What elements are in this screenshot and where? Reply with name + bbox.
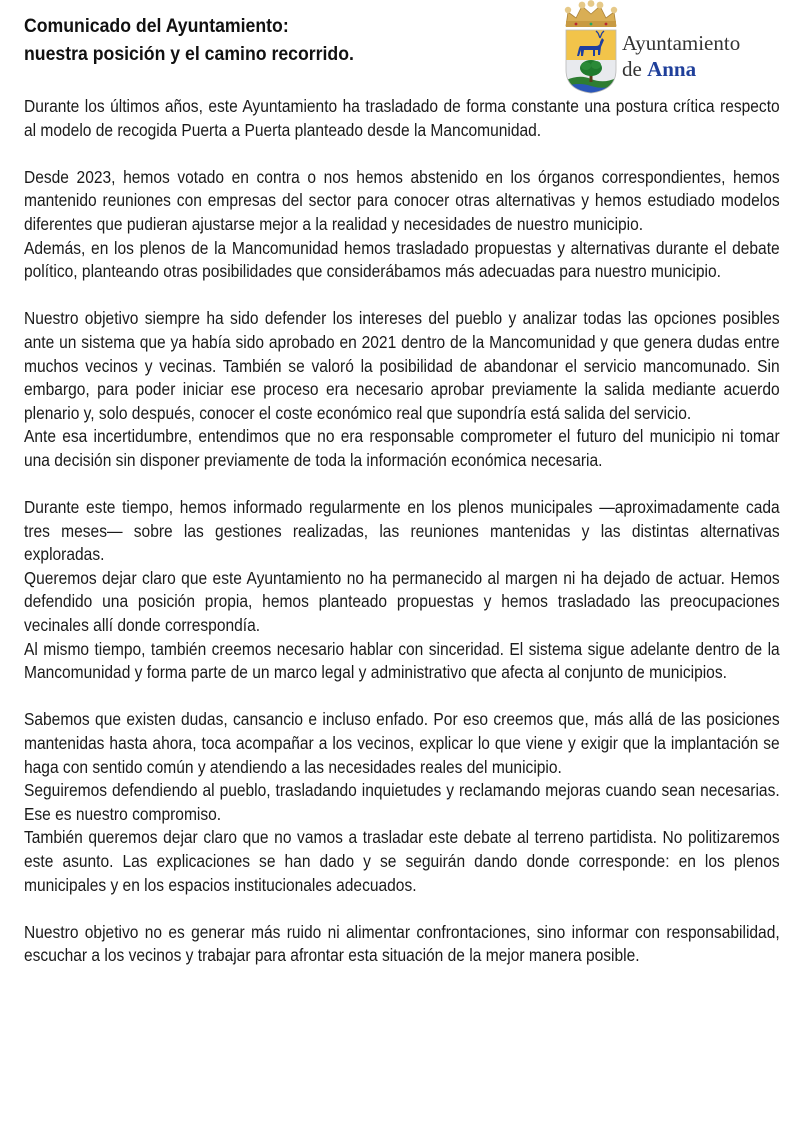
paragraph-1 (24, 95, 780, 142)
paragraph-text: Nuestro objetivo siempre ha sido defender los intereses del pueblo y analizar todas las opciones posibles ante un sistema que ya había sido aprobado en 2021 dentro de la Mancomunidad y que genera dudas entre muchos vecinos y vecinas. También se valoró la posibilidad de abandonar el servicio mancomunado. Sin embargo, para poder iniciar ese proceso era necesario aprobar previamente la salida mediante acuerdo plenario y, solo después, conocer el coste económico real que supondría está salida del servicio. (24, 308, 780, 423)
paragraph-text: Desde 2023, hemos votado en contra o nos hemos abstenido en los órganos correspondientes, hemos mantenido reuniones con empresas del sector para conocer otras alternativas y hemos estudiado modelos diferentes que pudieran ajustarse mejor a la realidad y necesidades de nuestro municipio. (24, 166, 780, 234)
title-line-1: Comunicado del Ayuntamiento: (24, 16, 289, 37)
paragraph-2 (24, 166, 780, 284)
paragraph-text: También queremos dejar claro que no vamos a trasladar este debate al terreno partidista. No politizaremos este asunto. Las explicaciones se han dado y se seguirán dando donde corresponde: en los plenos municipales y en los espacios institucionales adecuados. (24, 827, 780, 895)
crown-icon (565, 0, 617, 27)
paragraph-3 (24, 307, 780, 472)
paragraph-text: Durante este tiempo, hemos informado regularmente en los plenos municipales —aproximadamente cada tres meses— sobre las gestiones realizadas, las reuniones mantenidas y las distintas alternativas exploradas. (24, 497, 780, 565)
paragraph-5 (24, 708, 780, 897)
paragraph-text: Ante esa incertidumbre, entendimos que no era responsable comprometer el futuro del municipio ni tomar una decisión sin disponer previamente de toda la información económica necesaria. (24, 426, 780, 470)
communique-body (24, 95, 780, 992)
page-title (24, 13, 354, 69)
logo-line-1: Ayuntamiento (622, 31, 741, 55)
paragraph-text: Además, en los plenos de la Mancomunidad hemos trasladado propuestas y alternativas durante el debate político, planteando otras posibilidades que considerábamos más adecuadas para nuestro municipio. (24, 237, 780, 282)
coat-of-arms-icon (560, 0, 622, 95)
paragraph-text: Sabemos que existen dudas, cansancio e incluso enfado. Por eso creemos que, más allá de las posiciones mantenidas hasta ahora, toca acompañar a los vecinos, explicar lo que viene y exigir que la implantación se haga con sentido común y atendiendo a las necesidades reales del municipio. (24, 709, 780, 777)
paragraph-text: Durante los últimos años, este Ayuntamiento ha trasladado de forma constante una postura crítica respecto al modelo de recogida Puerta a Puerta planteado desde la Mancomunidad. (24, 96, 780, 140)
paragraph-4 (24, 496, 780, 685)
logo-town-name: Anna (647, 57, 697, 81)
logo-line-2-prefix: de (622, 57, 648, 81)
paragraph-text: Queremos dejar claro que este Ayuntamiento no ha permanecido al margen ni ha dejado de actuar. Hemos defendido una posición propia, hemos planteado propuestas y hemos trasladado las preocupaciones vecinales allí donde correspondía. (24, 567, 780, 636)
paragraph-text: Nuestro objetivo no es generar más ruido ni alimentar confrontaciones, sino informar con responsabilidad, escuchar a los vecinos y trabajar para afrontar esta situación de la mejor manera posible. (24, 921, 780, 966)
logo-line-2 (622, 56, 740, 82)
paragraph-text: Seguiremos defendiendo al pueblo, trasladando inquietudes y reclamando mejoras cuando sean necesarias. Ese es nuestro compromiso. (24, 780, 780, 824)
paragraph-text: Al mismo tiempo, también creemos necesario hablar con sinceridad. El sistema sigue adelante dentro de la Mancomunidad y forma parte de un marco legal y administrativo que afecta al conjunto de municipios. (24, 638, 780, 683)
logo-wordmark (622, 30, 740, 82)
title-line-2: nuestra posición y el camino recorrido. (24, 44, 354, 65)
paragraph-6 (24, 921, 780, 968)
